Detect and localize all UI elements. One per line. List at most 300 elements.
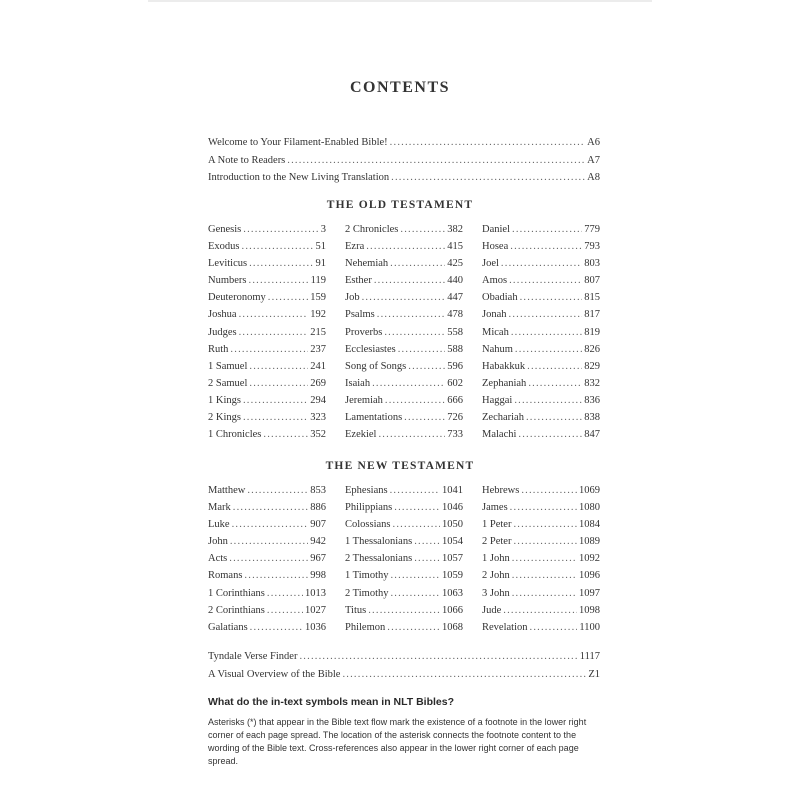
page-edge: [148, 0, 652, 2]
toc-entry-label: 2 John: [482, 570, 510, 582]
toc-entry: [208, 602, 326, 619]
toc-entry: [208, 499, 326, 516]
toc-entry-label: Esther: [345, 275, 372, 287]
leader-dots: [511, 324, 582, 341]
toc-entry-page: 192: [310, 309, 326, 321]
toc-entry: [208, 392, 326, 409]
leader-dots: [366, 238, 445, 255]
toc-entry: [345, 585, 463, 602]
leader-dots: [247, 482, 308, 499]
toc-entry-label: Lamentations: [345, 412, 403, 424]
toc-entry-label: Habakkuk: [482, 360, 526, 372]
old-testament-column-3: [482, 221, 600, 443]
leader-dots: [377, 306, 445, 323]
leader-dots: [387, 619, 440, 636]
back-matter-list: [208, 648, 600, 683]
leader-dots: [378, 426, 445, 443]
toc-entry-page: 602: [447, 377, 463, 389]
toc-entry: [208, 169, 600, 187]
front-matter-list: [208, 134, 600, 187]
toc-entry-label: 1 Timothy: [345, 570, 389, 582]
toc-entry-label: Philemon: [345, 621, 386, 633]
toc-entry: [345, 255, 463, 272]
toc-entry-label: Colossians: [345, 519, 391, 531]
toc-entry-page: 415: [447, 241, 463, 253]
toc-entry: [208, 585, 326, 602]
leader-dots: [512, 567, 577, 584]
toc-entry-label: Luke: [208, 519, 230, 531]
toc-entry: [345, 289, 463, 306]
new-testament-column-3: [482, 482, 600, 636]
toc-entry-page: 1054: [442, 536, 463, 548]
toc-entry-page: 829: [584, 360, 600, 372]
leader-dots: [528, 375, 582, 392]
toc-entry-label: Introduction to the New Living Translation: [208, 172, 390, 183]
toc-entry-page: Z1: [588, 668, 600, 680]
leader-dots: [408, 358, 445, 375]
symbols-heading: What do the in-text symbols mean in NLT Bibles?: [208, 696, 454, 708]
toc-entry-page: 1097: [579, 587, 600, 599]
toc-entry-page: 447: [447, 292, 463, 304]
toc-entry-label: Hebrews: [482, 485, 520, 496]
leader-dots: [513, 516, 577, 533]
toc-entry-page: 838: [584, 412, 600, 424]
toc-entry: [208, 324, 326, 341]
toc-entry: [482, 375, 600, 392]
toc-entry-label: Job: [345, 292, 360, 304]
toc-entry: [345, 341, 463, 358]
toc-entry-page: A8: [587, 172, 600, 183]
toc-entry: [208, 567, 326, 584]
leader-dots: [230, 533, 308, 550]
toc-entry: [208, 516, 326, 533]
toc-entry: [208, 134, 600, 152]
toc-entry-page: 907: [310, 519, 326, 531]
toc-entry: [208, 409, 326, 426]
toc-entry-label: Ecclesiastes: [345, 343, 396, 355]
toc-entry-page: 1117: [579, 651, 600, 662]
leader-dots: [510, 238, 582, 255]
toc-entry-page: 1027: [305, 604, 326, 616]
toc-entry-page: 1098: [579, 604, 600, 616]
leader-dots: [390, 567, 440, 584]
toc-entry: [208, 221, 326, 238]
toc-entry-page: 352: [310, 429, 326, 441]
toc-entry: [345, 324, 463, 341]
leader-dots: [398, 341, 446, 358]
toc-entry: [482, 255, 600, 272]
leader-dots: [374, 272, 445, 289]
toc-entry-label: Song of Songs: [345, 360, 407, 372]
leader-dots: [287, 152, 585, 170]
toc-entry: [482, 533, 600, 550]
toc-entry-label: Jeremiah: [345, 394, 383, 406]
toc-entry-label: 3 John: [482, 587, 510, 599]
toc-entry: [482, 602, 600, 619]
toc-entry: [482, 426, 600, 443]
toc-entry: [482, 324, 600, 341]
toc-entry-page: 733: [447, 429, 463, 441]
toc-entry-page: 1089: [579, 536, 600, 548]
toc-entry-page: 1080: [579, 502, 600, 514]
toc-entry-page: 425: [447, 258, 463, 270]
new-testament-books: [208, 482, 600, 636]
leader-dots: [384, 324, 445, 341]
new-testament-column-2: [345, 482, 463, 636]
toc-entry-label: Ezra: [345, 241, 365, 253]
toc-entry-label: Deuteronomy: [208, 292, 266, 304]
toc-entry: [208, 341, 326, 358]
toc-entry-page: 1036: [305, 621, 326, 633]
toc-entry: [208, 550, 326, 567]
toc-entry: [345, 358, 463, 375]
toc-entry-label: 1 Peter: [482, 519, 512, 531]
toc-entry: [345, 375, 463, 392]
leader-dots: [501, 255, 582, 272]
toc-entry: [482, 238, 600, 255]
toc-entry-label: 2 Chronicles: [345, 224, 399, 235]
toc-entry-label: 1 Corinthians: [208, 587, 265, 599]
toc-entry-label: 2 Peter: [482, 536, 512, 548]
leader-dots: [268, 289, 309, 306]
leader-dots: [368, 602, 440, 619]
toc-entry-label: Malachi: [482, 429, 517, 441]
toc-entry: [208, 358, 326, 375]
toc-entry-label: Judges: [208, 326, 237, 338]
toc-entry: [345, 533, 463, 550]
toc-entry: [482, 619, 600, 636]
toc-entry-label: 1 Chronicles: [208, 429, 262, 441]
toc-entry-label: Mark: [208, 502, 231, 514]
toc-entry-label: Romans: [208, 570, 243, 582]
leader-dots: [390, 255, 445, 272]
toc-entry-page: 478: [447, 309, 463, 321]
toc-entry: [482, 358, 600, 375]
new-testament-heading: THE NEW TESTAMENT: [325, 460, 475, 472]
toc-entry-page: 819: [584, 326, 600, 338]
toc-entry-label: Jude: [482, 604, 502, 616]
toc-entry-label: Ruth: [208, 343, 229, 355]
toc-entry-label: Joshua: [208, 309, 237, 321]
toc-entry: [345, 550, 463, 567]
toc-entry-page: A7: [587, 154, 600, 166]
leader-dots: [243, 409, 308, 426]
leader-dots: [527, 358, 582, 375]
toc-entry-label: 2 Samuel: [208, 377, 248, 389]
toc-entry-label: Haggai: [482, 394, 513, 406]
toc-entry-page: 1066: [442, 604, 463, 616]
leader-dots: [250, 619, 303, 636]
toc-entry-page: 836: [584, 394, 600, 406]
toc-entry: [482, 585, 600, 602]
toc-entry-page: 323: [310, 412, 326, 424]
toc-entry-label: Amos: [482, 275, 508, 287]
leader-dots: [515, 341, 582, 358]
toc-entry-page: 1068: [442, 621, 463, 633]
leader-dots: [391, 169, 585, 187]
leader-dots: [232, 516, 309, 533]
leader-dots: [404, 409, 445, 426]
toc-entry-page: 159: [310, 292, 326, 304]
leader-dots: [414, 533, 440, 550]
toc-entry-page: 967: [310, 553, 326, 565]
leader-dots: [249, 272, 309, 289]
toc-entry: [482, 272, 600, 289]
leader-dots: [512, 221, 582, 238]
leader-dots: [372, 375, 445, 392]
toc-entry-page: 1041: [442, 485, 463, 496]
toc-entry-label: Zechariah: [482, 412, 524, 424]
toc-entry-label: Jonah: [482, 309, 507, 321]
toc-entry: [345, 426, 463, 443]
toc-entry-label: Proverbs: [345, 326, 383, 338]
toc-entry-label: Ezekiel: [345, 429, 377, 441]
toc-entry: [208, 272, 326, 289]
leader-dots: [249, 255, 313, 272]
toc-entry-page: 779: [584, 224, 600, 235]
toc-entry-label: Welcome to Your Filament-Enabled Bible!: [208, 137, 388, 148]
toc-entry: [208, 152, 600, 170]
toc-entry-label: Genesis: [208, 224, 242, 235]
toc-entry-page: 1069: [579, 485, 600, 496]
leader-dots: [244, 567, 308, 584]
leader-dots: [400, 221, 445, 238]
toc-entry: [208, 619, 326, 636]
leader-dots: [230, 341, 308, 358]
toc-entry-label: A Note to Readers: [208, 154, 286, 166]
toc-entry-label: Galatians: [208, 621, 248, 633]
toc-entry: [345, 499, 463, 516]
toc-entry-label: Nehemiah: [345, 258, 389, 270]
toc-entry: [345, 619, 463, 636]
toc-entry-label: Obadiah: [482, 292, 518, 304]
toc-entry: [345, 238, 463, 255]
toc-entry: [208, 666, 600, 684]
toc-entry-label: Micah: [482, 326, 509, 338]
toc-entry-page: 817: [584, 309, 600, 321]
leader-dots: [514, 392, 582, 409]
leader-dots: [267, 602, 303, 619]
leader-dots: [233, 499, 309, 516]
page-title: CONTENTS: [349, 79, 451, 96]
toc-entry-page: 998: [310, 570, 326, 582]
toc-entry: [482, 221, 600, 238]
toc-entry: [482, 482, 600, 499]
leader-dots: [243, 221, 319, 238]
toc-entry-page: 1059: [442, 570, 463, 582]
toc-entry-label: Zephaniah: [482, 377, 527, 389]
symbols-paragraph: Asterisks (*) that appear in the Bible text flow mark the existence of a footnote in the lower right corner of each page spread. The location of the asterisk connects the footnote content to the wording of the Bible text. Cross-references also appear in the lower right corner of each page spread.: [208, 717, 587, 766]
leader-dots: [390, 585, 440, 602]
toc-entry-page: 726: [447, 412, 463, 424]
toc-entry: [345, 306, 463, 323]
toc-entry: [482, 306, 600, 323]
toc-entry: [208, 482, 326, 499]
toc-entry-page: 666: [447, 394, 463, 406]
toc-entry-page: 1057: [442, 553, 463, 565]
toc-entry: [208, 238, 326, 255]
toc-entry-page: 596: [447, 360, 463, 372]
toc-entry: [482, 550, 600, 567]
toc-entry: [208, 289, 326, 306]
toc-entry-page: 382: [447, 224, 463, 235]
leader-dots: [510, 499, 577, 516]
toc-entry-label: John: [208, 536, 228, 548]
toc-entry-page: 793: [584, 241, 600, 253]
leader-dots: [249, 375, 308, 392]
leader-dots: [518, 426, 582, 443]
leader-dots: [530, 619, 578, 636]
toc-entry-page: 1084: [579, 519, 600, 531]
leader-dots: [249, 358, 308, 375]
toc-entry-page: 269: [310, 377, 326, 389]
toc-entry-page: 815: [584, 292, 600, 304]
toc-entry-page: 1050: [442, 519, 463, 531]
toc-entry-page: 807: [584, 275, 600, 287]
toc-entry-page: 853: [310, 485, 326, 496]
leader-dots: [393, 516, 440, 533]
leader-dots: [520, 289, 583, 306]
leader-dots: [362, 289, 446, 306]
toc-entry-label: Numbers: [208, 275, 247, 287]
toc-entry-page: 119: [310, 275, 326, 287]
toc-entry-label: Tyndale Verse Finder: [208, 651, 298, 662]
toc-entry: [208, 533, 326, 550]
toc-entry-label: Hosea: [482, 241, 509, 253]
toc-entry-label: 1 Samuel: [208, 360, 248, 372]
toc-entry-label: Joel: [482, 258, 499, 270]
toc-entry-label: 1 John: [482, 553, 510, 565]
leader-dots: [503, 602, 577, 619]
toc-entry-page: 847: [584, 429, 600, 441]
leader-dots: [263, 426, 308, 443]
toc-entry: [345, 482, 463, 499]
toc-entry-label: Leviticus: [208, 258, 248, 270]
toc-entry-page: 241: [310, 360, 326, 372]
new-testament-column-1: [208, 482, 326, 636]
leader-dots: [385, 392, 445, 409]
leader-dots: [267, 585, 303, 602]
toc-entry: [345, 567, 463, 584]
leader-dots: [521, 482, 577, 499]
toc-entry-page: 1100: [579, 621, 600, 633]
toc-entry-page: 1092: [579, 553, 600, 565]
leader-dots: [394, 499, 440, 516]
toc-entry-label: Nahum: [482, 343, 513, 355]
toc-entry-label: Acts: [208, 553, 228, 565]
leader-dots: [513, 533, 577, 550]
toc-entry: [208, 255, 326, 272]
leader-dots: [342, 666, 586, 684]
toc-entry-page: 886: [310, 502, 326, 514]
toc-entry-page: 803: [584, 258, 600, 270]
old-testament-column-2: [345, 221, 463, 443]
toc-entry-label: Psalms: [345, 309, 375, 321]
toc-entry-label: 1 Kings: [208, 394, 241, 406]
toc-entry-label: Isaiah: [345, 377, 371, 389]
toc-entry-label: Philippians: [345, 502, 393, 514]
toc-entry: [482, 567, 600, 584]
toc-entry-page: 1096: [579, 570, 600, 582]
toc-entry-page: 826: [584, 343, 600, 355]
toc-entry: [345, 272, 463, 289]
toc-entry-page: 294: [310, 394, 326, 406]
toc-entry-page: 3: [320, 224, 326, 235]
leader-dots: [509, 306, 583, 323]
toc-entry: [345, 409, 463, 426]
toc-entry-page: 942: [310, 536, 326, 548]
toc-entry: [208, 426, 326, 443]
toc-entry: [482, 341, 600, 358]
toc-entry: [345, 221, 463, 238]
leader-dots: [242, 238, 314, 255]
toc-entry: [345, 516, 463, 533]
toc-entry-page: 440: [447, 275, 463, 287]
leader-dots: [390, 134, 585, 152]
toc-entry: [208, 648, 600, 666]
toc-entry-label: 2 Timothy: [345, 587, 389, 599]
toc-entry: [208, 306, 326, 323]
toc-entry-page: 832: [584, 377, 600, 389]
toc-entry: [345, 392, 463, 409]
leader-dots: [414, 550, 440, 567]
toc-entry-page: 588: [447, 343, 463, 355]
toc-entry-label: Matthew: [208, 485, 246, 496]
toc-entry-page: 1013: [305, 587, 326, 599]
toc-entry: [208, 375, 326, 392]
toc-entry-page: 51: [315, 241, 326, 253]
toc-entry-label: Revelation: [482, 621, 528, 633]
toc-entry-page: 1063: [442, 587, 463, 599]
toc-entry-label: Titus: [345, 604, 367, 616]
leader-dots: [509, 272, 582, 289]
toc-entry-page: 237: [310, 343, 326, 355]
old-testament-heading: THE OLD TESTAMENT: [326, 199, 474, 211]
toc-entry-label: 2 Thessalonians: [345, 553, 413, 565]
toc-entry-label: 2 Corinthians: [208, 604, 265, 616]
toc-entry-label: Exodus: [208, 241, 240, 253]
toc-entry: [482, 392, 600, 409]
toc-entry-label: A Visual Overview of the Bible: [208, 668, 341, 680]
old-testament-column-1: [208, 221, 326, 443]
toc-entry-page: 215: [310, 326, 326, 338]
old-testament-books: [208, 221, 600, 443]
toc-entry: [345, 602, 463, 619]
toc-entry: [482, 289, 600, 306]
toc-entry-label: James: [482, 502, 508, 514]
toc-entry-label: 1 Thessalonians: [345, 536, 413, 548]
leader-dots: [239, 324, 309, 341]
toc-entry-label: Ephesians: [345, 485, 388, 496]
leader-dots: [512, 550, 577, 567]
toc-entry-label: Daniel: [482, 224, 510, 235]
leader-dots: [512, 585, 577, 602]
toc-entry-page: A6: [587, 137, 600, 148]
toc-entry: [482, 516, 600, 533]
leader-dots: [243, 392, 308, 409]
toc-entry-label: 2 Kings: [208, 412, 241, 424]
leader-dots: [229, 550, 308, 567]
toc-entry-page: 558: [447, 326, 463, 338]
toc-entry-page: 91: [315, 258, 326, 270]
leader-dots: [299, 648, 577, 666]
leader-dots: [390, 482, 440, 499]
leader-dots: [526, 409, 582, 426]
leader-dots: [239, 306, 309, 323]
toc-entry: [482, 499, 600, 516]
toc-entry-page: 1046: [442, 502, 463, 514]
toc-entry: [482, 409, 600, 426]
